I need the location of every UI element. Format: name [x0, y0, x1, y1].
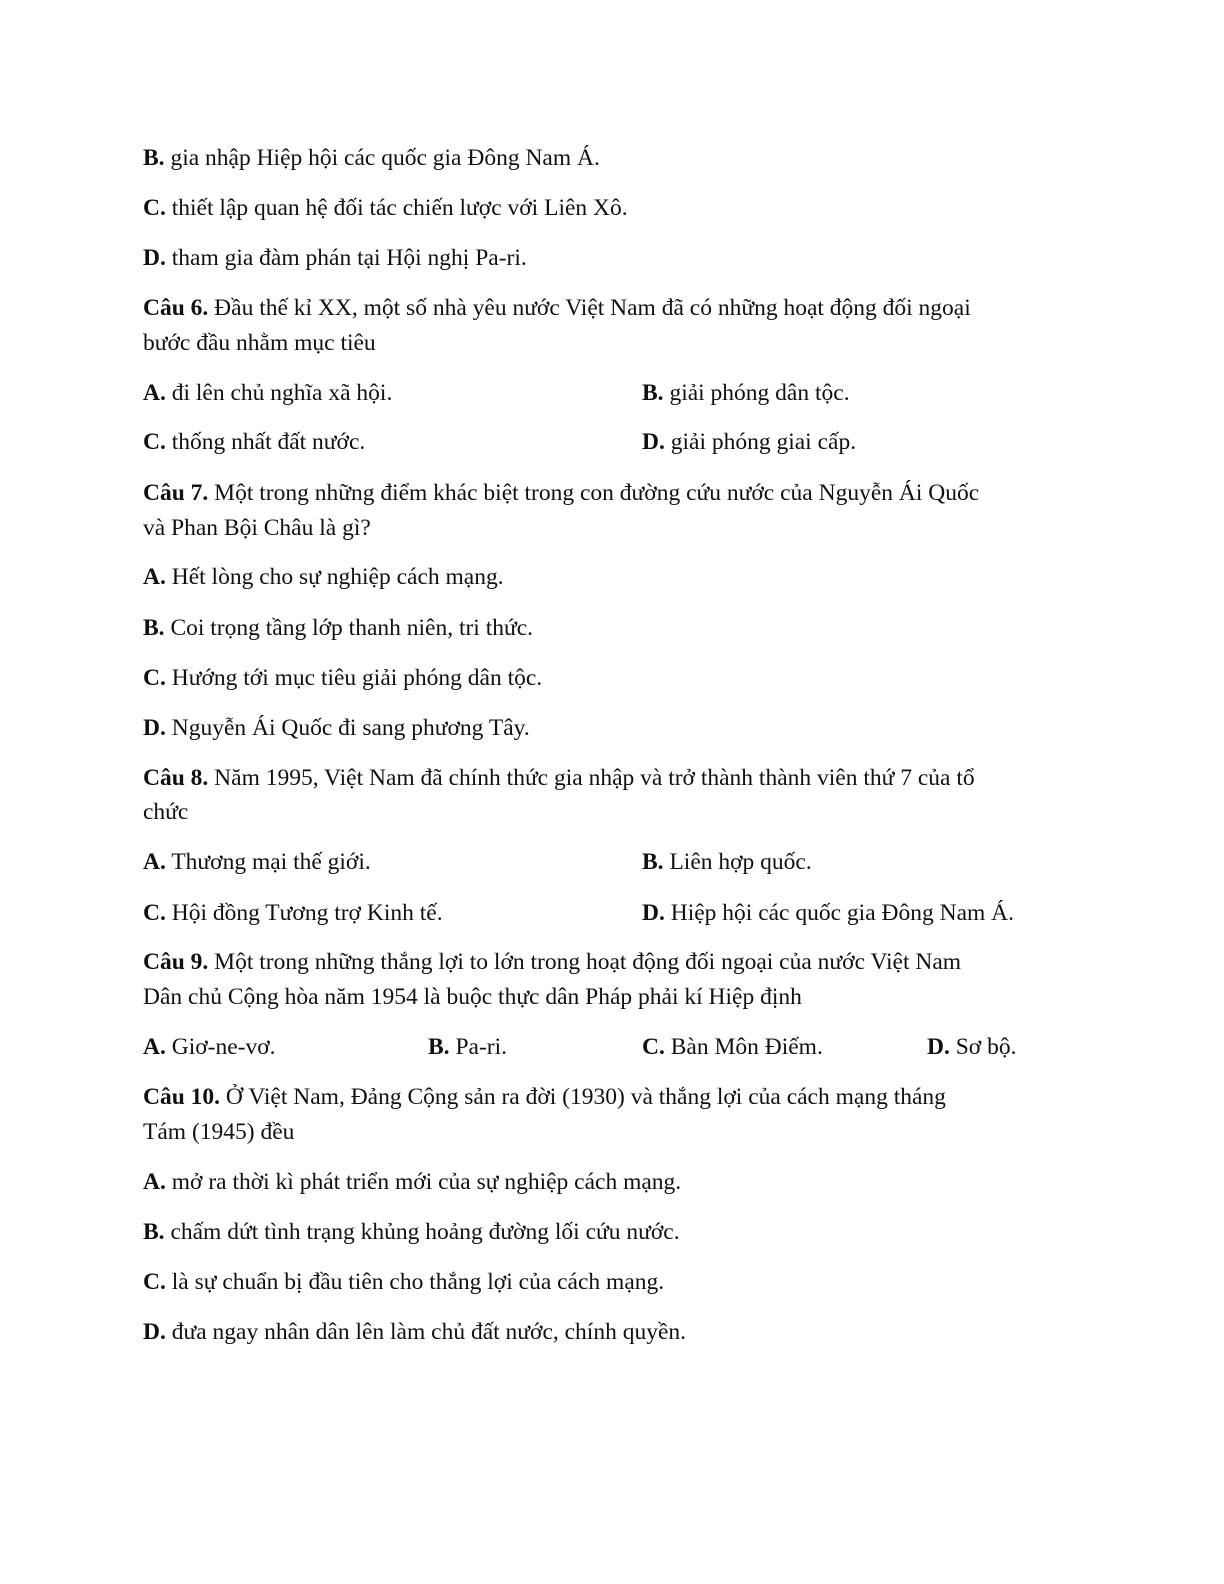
- option-key: D.: [143, 245, 166, 271]
- q7-option-c: [143, 661, 542, 695]
- option-text: Hiệp hội các quốc gia Đông Nam Á.: [670, 900, 1014, 926]
- option-text: Sơ bộ.: [955, 1034, 1017, 1060]
- option-key: D.: [143, 1319, 166, 1345]
- option-key: B.: [143, 1219, 165, 1245]
- q6-option-b: [642, 376, 850, 410]
- q5-option-c: [143, 191, 628, 225]
- option-key: A.: [143, 1034, 166, 1060]
- option-text: Giơ-ne-vơ.: [171, 1034, 276, 1060]
- question-stem: bước đầu nhằm mục tiêu: [143, 330, 376, 356]
- q8-option-a: [143, 845, 371, 879]
- option-key: B.: [143, 145, 165, 171]
- q9-option-d: [927, 1030, 1016, 1064]
- q9-option-c: [642, 1030, 823, 1064]
- question-stem: Một trong những điểm khác biệt trong con đường cứu nước của Nguyễn Ái Quốc: [214, 480, 980, 506]
- option-text: giải phóng dân tộc.: [669, 380, 850, 406]
- option-text: giải phóng giai cấp.: [670, 429, 857, 455]
- option-key: C.: [143, 900, 166, 926]
- option-text: Hết lòng cho sự nghiệp cách mạng.: [171, 564, 504, 590]
- q8-stem-line-2: [143, 795, 188, 829]
- q10-option-c: [143, 1265, 664, 1299]
- option-key: D.: [143, 715, 166, 741]
- option-key: C.: [143, 429, 166, 455]
- q7-option-b: [143, 611, 533, 645]
- q10-stem-line-1: [143, 1080, 946, 1114]
- option-text: tham gia đàm phán tại Hội nghị Pa-ri.: [171, 245, 527, 271]
- q9-stem-line-2: [143, 980, 802, 1014]
- option-key: A.: [143, 380, 166, 406]
- option-text: Hướng tới mục tiêu giải phóng dân tộc.: [171, 665, 543, 691]
- option-text: là sự chuẩn bị đầu tiên cho thắng lợi của cách mạng.: [171, 1269, 665, 1295]
- q9-option-a: [143, 1030, 276, 1064]
- option-key: A.: [143, 1169, 166, 1195]
- option-key: C.: [642, 1034, 665, 1060]
- question-stem: và Phan Bội Châu là gì?: [143, 515, 371, 541]
- option-text: thống nhất đất nước.: [171, 429, 366, 455]
- question-stem: Dân chủ Cộng hòa năm 1954 là buộc thực dân Pháp phải kí Hiệp định: [143, 984, 802, 1010]
- q10-option-d: [143, 1315, 686, 1349]
- q10-option-b: [143, 1215, 680, 1249]
- option-key: A.: [143, 564, 166, 590]
- question-stem: Đầu thế kỉ XX, một số nhà yêu nước Việt Nam đã có những hoạt động đối ngoại: [214, 295, 971, 321]
- option-key: D.: [642, 429, 665, 455]
- question-label: Câu 7.: [143, 480, 209, 506]
- q6-option-c: [143, 425, 365, 459]
- q10-stem-line-2: [143, 1115, 294, 1149]
- option-key: B.: [428, 1034, 450, 1060]
- option-key: C.: [143, 665, 166, 691]
- option-text: Pa-ri.: [455, 1034, 507, 1060]
- option-key: C.: [143, 1269, 166, 1295]
- option-key: D.: [927, 1034, 950, 1060]
- option-text: Bàn Môn Điếm.: [670, 1034, 823, 1060]
- q6-option-d: [642, 425, 856, 459]
- question-label: Câu 8.: [143, 765, 209, 791]
- option-text: Thương mại thế giới.: [171, 849, 371, 875]
- option-text: thiết lập quan hệ đối tác chiến lược với Liên Xô.: [171, 195, 628, 221]
- q8-stem-line-1: [143, 761, 975, 795]
- option-text: chấm dứt tình trạng khủng hoảng đường lối cứu nước.: [170, 1219, 680, 1245]
- option-text: Liên hợp quốc.: [669, 849, 812, 875]
- q9-option-b: [428, 1030, 507, 1064]
- option-key: B.: [642, 849, 664, 875]
- q5-option-d: [143, 241, 527, 275]
- q8-option-b: [642, 845, 812, 879]
- question-stem: chức: [143, 799, 189, 825]
- option-key: D.: [642, 900, 665, 926]
- question-stem: Tám (1945) đều: [143, 1119, 295, 1145]
- option-text: đưa ngay nhân dân lên làm chủ đất nước, chính quyền.: [171, 1319, 687, 1345]
- option-text: Nguyễn Ái Quốc đi sang phương Tây.: [171, 715, 530, 741]
- question-label: Câu 10.: [143, 1084, 221, 1110]
- option-text: đi lên chủ nghĩa xã hội.: [171, 380, 393, 406]
- q7-stem-line-1: [143, 476, 979, 510]
- question-stem: Ở Việt Nam, Đảng Cộng sản ra đời (1930) và thắng lợi của cách mạng tháng: [225, 1084, 946, 1110]
- q7-stem-line-2: [143, 511, 371, 545]
- q8-option-d: [642, 896, 1014, 930]
- q6-stem-line-1: [143, 291, 971, 325]
- q10-option-a: [143, 1165, 681, 1199]
- q5-option-b: [143, 141, 600, 175]
- q8-option-c: [143, 896, 443, 930]
- q7-option-a: [143, 560, 504, 594]
- question-label: Câu 6.: [143, 295, 209, 321]
- option-text: gia nhập Hiệp hội các quốc gia Đông Nam Á.: [170, 145, 600, 171]
- option-key: B.: [143, 615, 165, 641]
- q9-stem-line-1: [143, 945, 961, 979]
- question-label: Câu 9.: [143, 949, 209, 975]
- option-key: B.: [642, 380, 664, 406]
- option-key: C.: [143, 195, 166, 221]
- option-text: Coi trọng tầng lớp thanh niên, tri thức.: [170, 615, 534, 641]
- question-stem: Một trong những thắng lợi to lớn trong hoạt động đối ngoại của nước Việt Nam: [214, 949, 962, 975]
- q7-option-d: [143, 711, 530, 745]
- q6-option-a: [143, 376, 392, 410]
- option-text: mở ra thời kì phát triển mới của sự nghiệp cách mạng.: [171, 1169, 682, 1195]
- option-text: Hội đồng Tương trợ Kinh tế.: [171, 900, 443, 926]
- q6-stem-line-2: [143, 326, 376, 360]
- question-stem: Năm 1995, Việt Nam đã chính thức gia nhập và trở thành thành viên thứ 7 của tổ: [214, 765, 975, 791]
- option-key: A.: [143, 849, 166, 875]
